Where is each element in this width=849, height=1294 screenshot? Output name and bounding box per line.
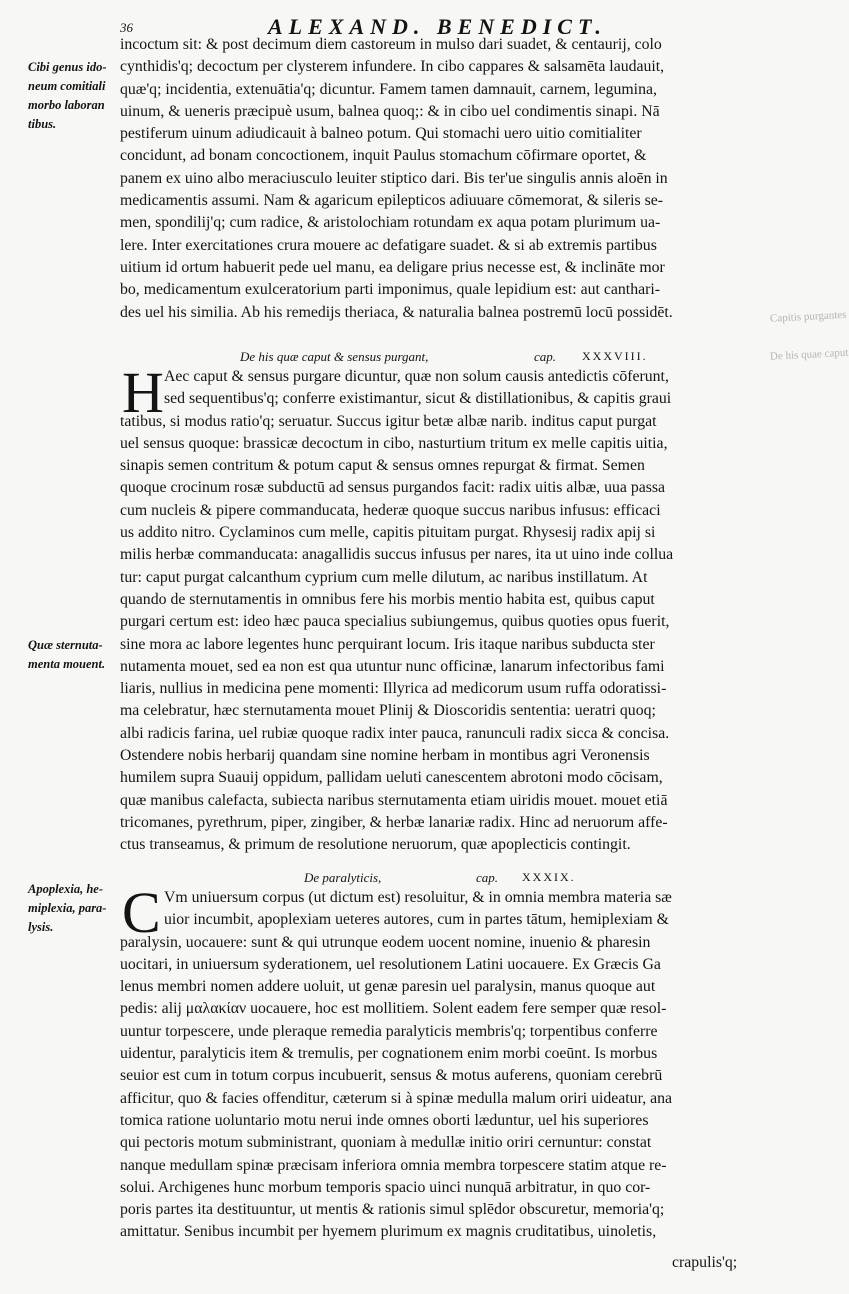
- chapter-number: XXXIX.: [522, 870, 576, 884]
- text-line: ma celebratur, hæc sternutamenta mouet Plinij & Dioscoridis sententia: ueratri quoq;: [120, 702, 656, 720]
- text-line: Ostendere nobis herbarij quandam sine nomine herbam in montibus agri Veronensis: [120, 747, 650, 765]
- text-line: tomica ratione uoluntario motu nerui inde omnes oborti læduntur, uel his superiores: [120, 1111, 649, 1129]
- text-line: nanque medullam spinæ præcisam inferiora omnia membra torpescere statim atque re-: [120, 1156, 667, 1174]
- text-line: sinapis semen contritum & potum caput & sensus omnes repurgat & firmat. Semen: [120, 457, 645, 475]
- text-line: cum nucleis & pipere commanducata, hederæ quoque succus naribus infusus: efficaci: [120, 501, 661, 519]
- sidenote-line: tibus.: [28, 117, 57, 131]
- chapter-heading-38: [120, 349, 770, 367]
- text-line: lere. Inter exercitationes crura mouere ac defatigare suadet. & si ab extremis partibus: [120, 236, 657, 254]
- text-line: quæ manibus calefacta, subiecta naribus sternutamenta etiam uiridis mouet. mouet etiā: [120, 791, 668, 809]
- text-line: liaris, nullius in medicina pene momenti: Illyrica ad medicorum usum ruffa odoratissi-: [120, 680, 667, 698]
- text-block-2: [120, 360, 770, 857]
- sidenote-line: miplexia, para-: [28, 901, 107, 915]
- text-line: tatibus, si modus ratio'q; seruatur. Succus igitur betæ albæ narib. inditus caput purgat: [120, 412, 657, 430]
- chapter-heading-39: [120, 870, 770, 888]
- show-through-text: De his quae caput: [769, 346, 849, 363]
- text-line: concidunt, ad bonam concoctionem, inquit Paulus stomachum cōfirmare oportet, &: [120, 147, 647, 165]
- chapter-cap-label: cap.: [476, 870, 499, 885]
- text-line: panem ex uino albo meraciusculo leuiter stiptico dari. Bis ter'ue singulis annis aloēn in: [120, 169, 668, 187]
- chapter-title: De his quæ caput & sensus purgant,: [240, 349, 429, 364]
- text-line: qui pectoris motum subministrant, quoniam à medullæ initio oriri cernuntur: constat: [120, 1134, 652, 1152]
- text-line: Vm uniuersum corpus (ut dictum est) resoluitur, & in omnia membra materia sæ: [164, 889, 672, 906]
- text-line: humilem supra Suauij oppidum, pallidam ueluti canescentem abrotoni modo cōcisam,: [120, 769, 663, 787]
- sidenote-line: morbo laboran: [28, 98, 105, 112]
- text-line: quando de sternutamentis in omnibus fere his morbis mentio habita est, quibus caput: [120, 590, 655, 608]
- text-line: quoque crocinum rosæ subductū ad sensus purgandos facit: radix uitis albæ, uua passa: [120, 479, 666, 497]
- sidenote-cibi: [28, 58, 120, 134]
- text-line: incoctum sit: & post decimum diem castoreum in mulso dari suadet, & centaurij, colo: [120, 36, 662, 53]
- show-through-text: Capitis purgantes: [769, 308, 847, 325]
- text-block-1: [120, 34, 770, 324]
- chapter-title: De paralyticis,: [304, 870, 382, 885]
- text-line: des uel his similia. Ab his remedijs theriaca, & naturalia balnea postremū locū possidēt.: [120, 303, 673, 321]
- text-line: bo, medicamentum exulceratorium parti imponimus, quale lepidium est: aut canthari-: [120, 281, 661, 299]
- sidenote-line: menta mouent.: [28, 657, 106, 671]
- sidenote-line: lysis.: [28, 920, 54, 934]
- text-line: uitium id ortum habuerit pede uel manu, ea deligare prius necesse est, & inclināte mor: [120, 258, 665, 276]
- text-line: uior incumbit, apoplexiam ueteres autores, cum in partes tātum, hemiplexiam &: [164, 911, 669, 929]
- text-line: cynthidis'q; decoctum per clysterem infundere. In cibo cappares & salsamēta laudauit,: [120, 58, 665, 76]
- running-title: ALEXAND. BENEDICT.: [268, 14, 607, 39]
- text-line: solui. Archigenes hunc morbum temporis spacio uinci nunquā arbitratur, in quo cor-: [120, 1178, 651, 1196]
- drop-cap-c: C: [122, 880, 161, 945]
- text-line: pedis: alij μαλακίαν uocauere, hoc est mollitiem. Solent eadem fere semper quæ resol-: [120, 1000, 667, 1018]
- text-line: uel sensus quoque: brassicæ decoctum in cibo, nasturtium tritum ex melle capitis uitia,: [120, 434, 668, 452]
- text-line: medicamentis assumi. Nam & agaricum epilepticos adiuuare cōmemorat, & sileris se-: [120, 192, 664, 210]
- text-line: purgari certum est: ideo hæc pauca specialius subiungemus, quibus quoties opus fuerit,: [120, 613, 670, 631]
- text-line: albi radicis farina, uel rubiæ quoque radix inter pauca, ranunculi radix sicca & concisa.: [120, 724, 670, 742]
- sidenote-line: Apoplexia, he-: [28, 882, 103, 896]
- text-line: tricomanes, pyrethrum, piper, zingiber, & herbæ lanariæ radix. Hinc ad neruorum affe-: [120, 813, 668, 831]
- text-line: uuntur torpescere, unde pleraque remedia paralyticis membris'q; torpentibus conferre: [120, 1022, 658, 1040]
- text-line: paralysin, uocauere: sunt & qui utrunque eodem uocent nomine, inuenio & pharesin: [120, 933, 651, 951]
- drop-cap-h: H: [122, 360, 164, 425]
- sidenote-line: Quæ sternuta-: [28, 638, 103, 652]
- text-line: poris partes ita destituuntur, ut mentis & rationis simul splēdor obscuretur, memoria'q;: [120, 1201, 665, 1219]
- text-line: Aec caput & sensus purgare dicuntur, quæ non solum causis antedictis cōferunt,: [164, 368, 669, 385]
- sidenote-line: neum comitiali: [28, 79, 106, 93]
- text-line: afficitur, quo & facies offenditur, cæterum si à spinæ medulla malum oriri uideatur, ana: [120, 1089, 673, 1107]
- chapter-cap-label: cap.: [534, 349, 557, 364]
- text-line: uidentur, paralyticis item & tremulis, per cognationem enim morbi coeūnt. Is morbus: [120, 1045, 658, 1063]
- chapter-number: XXXVIII.: [582, 349, 648, 363]
- sidenote-line: Cibi genus ido-: [28, 60, 107, 74]
- text-line: quæ'q; incidentia, extenuātia'q; dicuntur. Famem tamen damnauit, carnem, legumina,: [120, 80, 657, 98]
- catchword: crapulis'q;: [672, 1254, 738, 1271]
- text-line: sed sequentibus'q; conferre existimantur, sicut & distillationibus, & capitis graui: [164, 390, 672, 408]
- text-line: uinum, & ueneris præcipuè usum, balnea quoq;: & in cibo uel condimentis sinapi. Nā: [120, 102, 660, 120]
- sidenote-apoplexia: [28, 880, 120, 937]
- text-line: nutamenta mouet, sed ea non est qua utuntur nunc officinæ, lanarum infectoribus fami: [120, 657, 665, 675]
- text-line: sine mora ac labore legentes hunc perquirant locum. Iris itaque naribus subducta ster: [120, 635, 655, 653]
- text-line: men, spondilij'q; cum radice, & aristolochiam rotundam ex aqua potam plurimum ua-: [120, 214, 661, 232]
- text-block-3: [120, 887, 770, 1244]
- text-line: pestiferum uinum adiudicauit à balneo potum. Qui stomachi uero uitio comitialiter: [120, 125, 642, 143]
- text-line: amittatur. Senibus incumbit per hyemem plurimum ex magnis cruditatibus, uinoletis,: [120, 1223, 657, 1241]
- text-line: ctus transeamus, & primum de resolutione neruorum, quæ apoplecticis contingit.: [120, 836, 631, 854]
- text-line: lenus membri nomen addere uoluit, ut genæ paresin uel paralysin, manus quoque aut: [120, 978, 656, 996]
- text-line: us addito nitro. Cyclaminos cum melle, capitis pituitam purgat. Rhysesij radix apij si: [120, 524, 656, 542]
- text-line: seuior est cum in totum corpus incubuerit, sensus & motus auferens, quoniam cerebrū: [120, 1067, 663, 1085]
- sidenote-sternutamenta: [28, 636, 120, 674]
- text-line: tur: caput purgat calcanthum cyprium cum melle dilutum, ac naribus instillatum. At: [120, 568, 648, 586]
- text-line: uocitari, in uniuersum syderationem, uel resolutionem Latini uocauere. Ex Græcis Ga: [120, 955, 661, 973]
- page-number: 36: [120, 20, 133, 35]
- text-line: milis herbæ commanducata: anagallidis succus infusus per nares, ita ut uino inde collua: [120, 546, 674, 564]
